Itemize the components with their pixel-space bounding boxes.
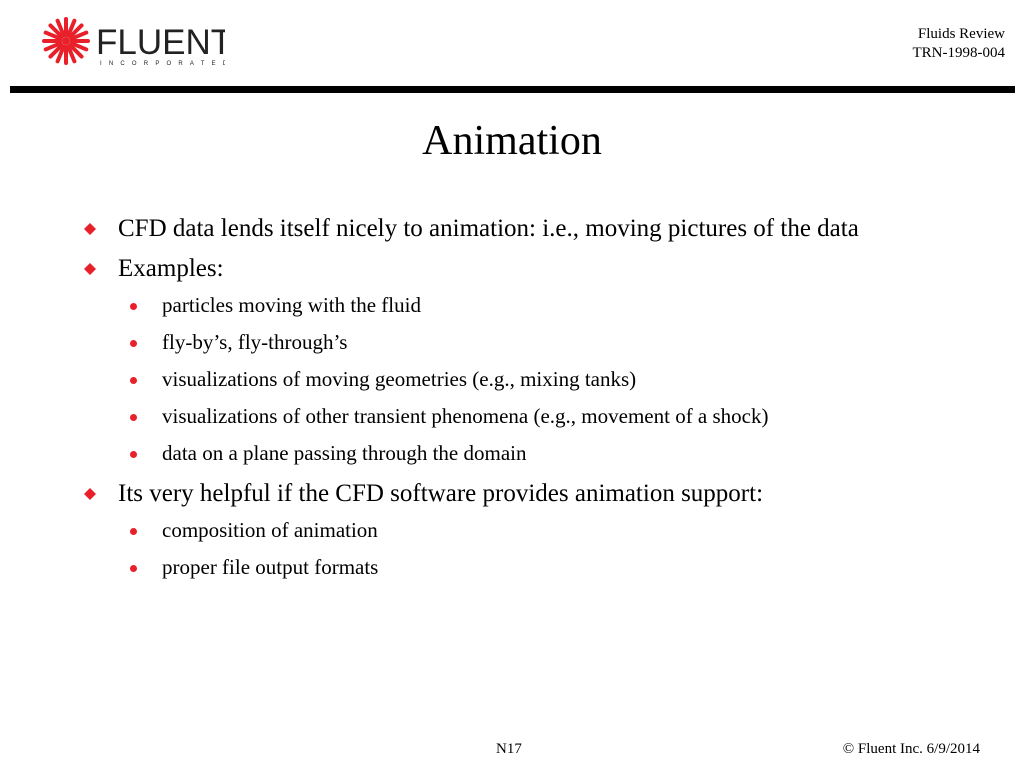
fluent-logo (40, 16, 225, 68)
dot-bullet-icon (130, 377, 137, 384)
dot-bullet-icon (130, 451, 137, 458)
sub-bullet-text: proper file output formats (162, 555, 379, 579)
slide-title: Animation (422, 118, 602, 164)
diamond-bullet-icon (82, 221, 98, 237)
dot-bullet-icon (130, 528, 137, 535)
header-line-2: TRN-1998-004 (912, 45, 1005, 61)
bullet-item (78, 212, 948, 245)
bullet-text: Examples: (118, 255, 224, 282)
sub-bullet-item (78, 366, 948, 393)
sub-bullet-item (78, 440, 948, 467)
sub-bullet-item (78, 517, 948, 544)
sub-bullet-text: particles moving with the fluid (162, 293, 421, 317)
sub-bullet-item (78, 554, 948, 581)
logo-wordmark: FLUENT (96, 23, 225, 62)
dot-bullet-icon (130, 340, 137, 347)
dot-bullet-icon (130, 414, 137, 421)
sub-bullet-item (78, 329, 948, 356)
diamond-bullet-icon (82, 486, 98, 502)
sub-bullet-text: data on a plane passing through the domain (162, 441, 527, 465)
sub-bullet-text: fly-by’s, fly-through’s (162, 330, 348, 354)
document-id (913, 25, 1006, 63)
sub-bullet-item (78, 292, 948, 319)
bullet-text: CFD data lends itself nicely to animation: i.e., moving pictures of the data (118, 215, 859, 242)
dot-bullet-icon (130, 303, 137, 310)
bullet-list (78, 212, 948, 591)
copyright: © Fluent Inc. 6/9/2014 (842, 741, 980, 757)
bullet-item (78, 252, 948, 285)
sub-bullet-text: visualizations of moving geometries (e.g., mixing tanks) (162, 367, 637, 391)
header-line-1: Fluids Review (917, 26, 1005, 42)
sub-bullet-item (78, 403, 948, 430)
starburst-logo-icon (40, 16, 225, 68)
logo-subtext: INCORPORATED (100, 61, 225, 67)
diamond-bullet-icon (82, 261, 98, 277)
bullet-text: Its very helpful if the CFD software provides animation support: (118, 480, 764, 507)
dot-bullet-icon (130, 565, 137, 572)
bullet-item (78, 477, 948, 510)
sub-bullet-text: visualizations of other transient phenomena (e.g., movement of a shock) (162, 404, 769, 428)
page-number: N17 (496, 741, 522, 757)
sub-bullet-text: composition of animation (162, 518, 378, 542)
header-rule (10, 86, 1015, 93)
